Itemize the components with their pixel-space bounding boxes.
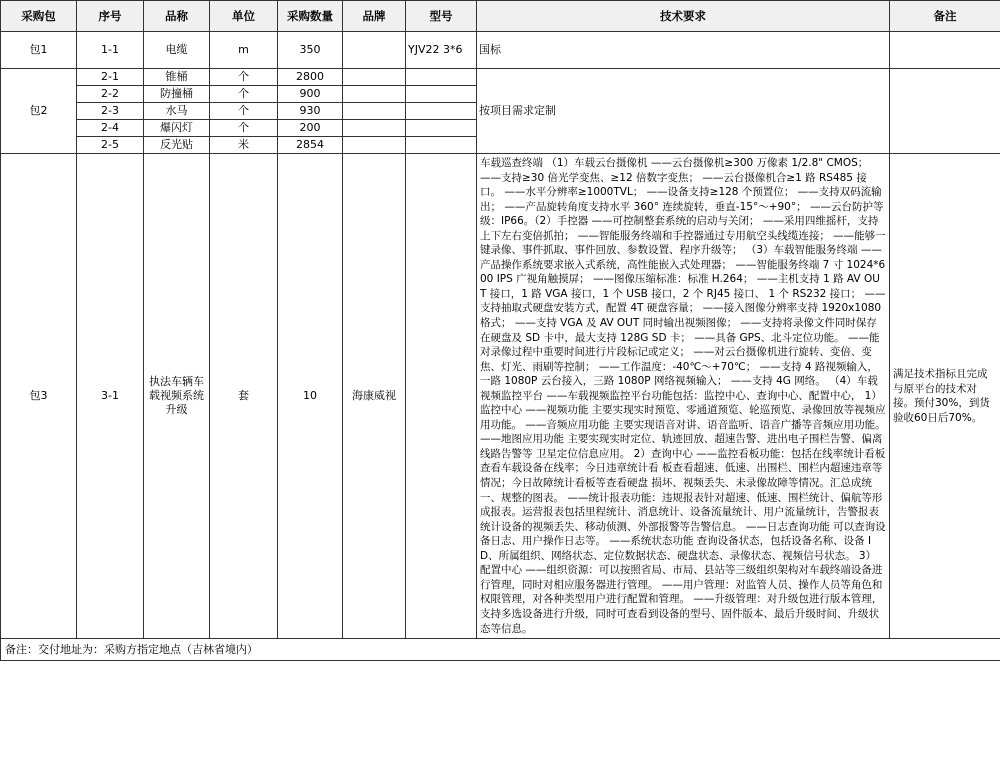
footer-row — [1, 639, 1000, 661]
item-cell: 锥桶 — [144, 69, 210, 86]
qty-cell: 2800 — [278, 69, 343, 86]
qty-cell: 200 — [278, 120, 343, 137]
header-remark: 备注 — [890, 1, 1000, 32]
unit-cell: 套 — [210, 154, 278, 639]
spec-cell: 车载巡查终端 （1）车载云台摄像机 ——云台摄像机≥300 万像素 1/2.8" CMOS； ——支持≥30 倍光学变焦、≥12 倍数字变焦； ——云台摄像机合≥1 路 RS485 接口。 ——水平分辨率≥1000TVL； ——设备支持≥128 个预置位； ——支持双码流输出； ——产品旋转角度支持水平 360° 连续旋转，垂直-15°～+90°； ——云台防护等级：IP66。（2）手控器 ——可控制整套系统的启动与关闭； ——采用四维摇杆，支持上下左右变倍抓拍； ——智能服务终端和手控器通过专用航空头线缆连接； ——能够一键录像、事件抓取、事件回放、参数设置、程序升级等； （3）车载智能服务终端 ——产品操作系统要求嵌入式系统，高性能嵌入式处理器； ——智能服务终端 7 寸 1024*600 IPS 广视角触摸屏； ——图像压缩标准：标准 H.264； ——主机支持 1 路 AV OUT 接口，1 路 VGA 接口，1 个 USB 接口，2 个 RJ45 接口、 1 个 RS232 接口； ——支持抽取式硬盘安装方式，配置 4T 硬盘容量； ——接入图像分辨率支持 1920x1080 格式； ——支持 VGA 及 AV OUT 同时输出视频图像； ——支持将录像文件同时保存在硬盘及 SD 卡中，最大支持 128G SD 卡； ——具备 GPS、北斗定位功能。 ——能对录像过程中重要时间进行片段标记或定义； ——对云台摄像机进行旋转、变倍、变焦、灯光、雨刷等控制； ——工作温度：-40℃～+70℃； ——支持 4 路视频输入，一路 1080P 云台接入，三路 1080P 网络视频输入； ——支持 4G 网络。 （4）车载视频监控平台 ——车载视频监控平台功能包括：监控中心、查询中心、配置中心， 1）监控中心 ——视频功能 主要实现实时预览、零通道预览、轮巡预览、录像回放等视频应用功能。 ——音频应用功能 主要实现语音对讲、语音监听、语音广播等音频应用功能。 ——地图应用功能 主要实现实时定位、轨迹回放、超速告警、进出电子围栏告警、偏离线路告警等 卫星定位信息应用。 2）查询中心 ——监控看板功能：包括在线率统计看板查看车载设备在线率；今日违章统计看 板查看超速、低速、出围栏、围栏内超速违章等情况；今日故障统计看板等查看硬盘 损坏、视频丢失、未录像故障等情况。汇总成统一、规整的图表。 ——统计报表功能：违规报表针对超速、低速、围栏统计、偏航等形成报表。运营报表包括里程统计、消息统计、设备流量统计、用户流量统计，告警报表统计设备的视频丢失、移动侦测、外部报警等告警信息。 ——日志查询功能 可以查询设备日志、用户操作日志等。 ——系统状态功能 查询设备状态，包括设备名称、设备 ID、所属组织、网络状态、定位数据状态、硬盘状态、录像状态、视频信号状态。 3）配置中心 ——组织资源：可以按照省局、市局、县站等三级组织架构对车载终端设备进行管理，同时对相应服务器进行管理。 ——用户管理：对监管人员、操作人员等角色和权限管理，对各种类型用户进行配置和管理。 ——升级管理：对升级包进行版本管理，支持多选设备进行升级，同时可查看到设备的型号、固件版本、最后升级时间、升级状态等信息。 — [477, 154, 890, 639]
brand-cell — [343, 137, 406, 154]
header-package: 采购包 — [1, 1, 77, 32]
qty-cell: 2854 — [278, 137, 343, 154]
header-model: 型号 — [406, 1, 477, 32]
brand-cell — [343, 32, 406, 69]
header-spec: 技术要求 — [477, 1, 890, 32]
header-brand: 品牌 — [343, 1, 406, 32]
unit-cell: 个 — [210, 103, 278, 120]
model-cell — [406, 137, 477, 154]
header-qty: 采购数量 — [278, 1, 343, 32]
table-row — [1, 69, 1000, 86]
seq-cell: 2-3 — [77, 103, 144, 120]
footer-note: 备注：交付地址为：采购方指定地点（吉林省境内） — [1, 639, 1000, 661]
seq-cell: 3-1 — [77, 154, 144, 639]
package-label: 包3 — [1, 154, 77, 639]
model-cell — [406, 69, 477, 86]
qty-cell: 930 — [278, 103, 343, 120]
spec-cell: 国标 — [477, 32, 890, 69]
brand-cell: 海康威视 — [343, 154, 406, 639]
package-label: 包1 — [1, 32, 77, 69]
qty-cell: 900 — [278, 86, 343, 103]
header-seq: 序号 — [77, 1, 144, 32]
header-unit: 单位 — [210, 1, 278, 32]
model-cell — [406, 154, 477, 639]
package-label: 包2 — [1, 69, 77, 154]
remark-cell: 满足技术指标且完成与原平台的技术对接。预付30%，到货验收60日后70%。 — [890, 154, 1000, 639]
table-row — [1, 154, 1000, 639]
brand-cell — [343, 86, 406, 103]
spec-cell: 按项目需求定制 — [477, 69, 890, 154]
item-cell: 执法车辆车载视频系统升级 — [144, 154, 210, 639]
seq-cell: 2-5 — [77, 137, 144, 154]
unit-cell: 个 — [210, 86, 278, 103]
model-cell: YJV22 3*6 — [406, 32, 477, 69]
header-item: 品称 — [144, 1, 210, 32]
brand-cell — [343, 120, 406, 137]
brand-cell — [343, 69, 406, 86]
header-row — [1, 1, 1000, 32]
unit-cell: 个 — [210, 69, 278, 86]
unit-cell: 个 — [210, 120, 278, 137]
model-cell — [406, 120, 477, 137]
seq-cell: 2-4 — [77, 120, 144, 137]
seq-cell: 1-1 — [77, 32, 144, 69]
model-cell — [406, 103, 477, 120]
item-cell: 电缆 — [144, 32, 210, 69]
item-cell: 水马 — [144, 103, 210, 120]
item-cell: 反光贴 — [144, 137, 210, 154]
remark-cell — [890, 69, 1000, 154]
remark-cell — [890, 32, 1000, 69]
unit-cell: 米 — [210, 137, 278, 154]
item-cell: 防撞桶 — [144, 86, 210, 103]
seq-cell: 2-1 — [77, 69, 144, 86]
item-cell: 爆闪灯 — [144, 120, 210, 137]
unit-cell: m — [210, 32, 278, 69]
brand-cell — [343, 103, 406, 120]
model-cell — [406, 86, 477, 103]
qty-cell: 10 — [278, 154, 343, 639]
qty-cell: 350 — [278, 32, 343, 69]
table-row — [1, 32, 1000, 69]
seq-cell: 2-2 — [77, 86, 144, 103]
